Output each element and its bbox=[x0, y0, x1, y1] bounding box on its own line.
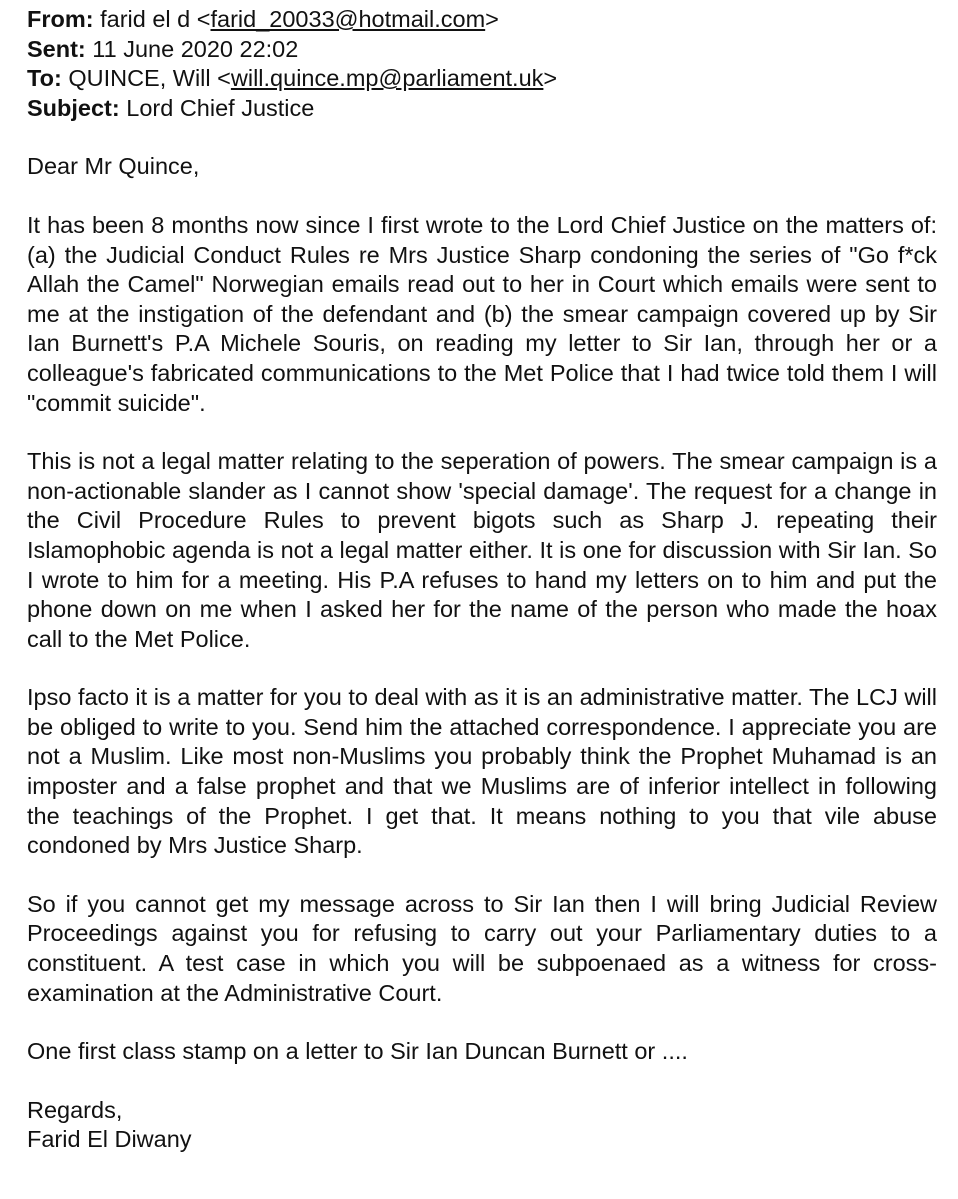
body-paragraph-2: This is not a legal matter relating to the seperation of powers. The smear campaign is a non-actionable slander as I cannot show 'special damage'. The request for a change in the Civil Procedure Rules to prevent bigots such as Sharp J. repeating their Islamophobic agenda is not a legal matter either. It is one for discussion with Sir Ian. So I wrote to him for a meeting. His P.A refuses to hand my letters on to him and put the phone down on me when I asked her for the name of the person who made the hoax call to the Met Police. bbox=[27, 448, 937, 652]
body-paragraph-5: One first class stamp on a letter to Sir Ian Duncan Burnett or .... bbox=[27, 1038, 688, 1065]
sent-label: Sent: bbox=[27, 35, 86, 62]
to-email-link[interactable]: will.quince.mp@parliament.uk bbox=[230, 65, 544, 92]
to-label: To: bbox=[27, 65, 62, 92]
email-document bbox=[27, 5, 937, 1155]
closing: Regards, bbox=[27, 1096, 123, 1123]
body-paragraph-1: It has been 8 months now since I first wrote to the Lord Chief Justice on the matters of: (a) the Judicial Conduct Rules re Mrs Justice Sharp condoning the series of "Go f*ck Allah the Camel" Norwegian emails read out to her in Court which emails were sent to me at the instigation of the defendant and (b) the smear campaign covered up by Sir Ian Burnett's P.A Michele Souris, on reading my letter to Sir Ian, through her or a colleague's fabricated communications to the Met Police that I had twice told them I will "commit suicide". bbox=[27, 211, 937, 416]
to-name: QUINCE, Will < bbox=[68, 65, 231, 92]
greeting: Dear Mr Quince, bbox=[27, 153, 200, 180]
from-label: From: bbox=[27, 6, 94, 32]
body-paragraph-4: So if you cannot get my message across to Sir Ian then I will bring Judicial Review Proceedings against you for refusing to carry out your Parliamentary duties to a constituent. A test case in which you will be subpoenaed as a witness for cross-examination at the Administrative Court. bbox=[27, 890, 937, 1006]
sent-value: 11 June 2020 22:02 bbox=[92, 35, 299, 62]
sent-line bbox=[27, 35, 937, 65]
subject-value: Lord Chief Justice bbox=[126, 94, 315, 121]
to-line bbox=[27, 64, 937, 94]
subject-line bbox=[27, 94, 937, 124]
to-close: > bbox=[543, 65, 558, 92]
subject-label: Subject: bbox=[27, 94, 120, 121]
signature: Farid El Diwany bbox=[27, 1126, 192, 1153]
from-name: farid el d < bbox=[100, 6, 211, 32]
body-paragraph-3: Ipso facto it is a matter for you to deal with as it is an administrative matter. The LCJ will be obliged to write to you. Send him the attached correspondence. I appreciate you are not a Muslim. Like most non-Muslims you probably think the Prophet Muhamad is an imposter and a false prophet and that we Muslims are of inferior intellect in following the teachings of the Prophet. I get that. It means nothing to you that vile abuse condoned by Mrs Justice Sharp. bbox=[27, 684, 937, 859]
from-close: > bbox=[485, 6, 499, 32]
from-email-link[interactable]: farid_20033@hotmail.com bbox=[210, 6, 486, 32]
from-line bbox=[27, 5, 937, 35]
